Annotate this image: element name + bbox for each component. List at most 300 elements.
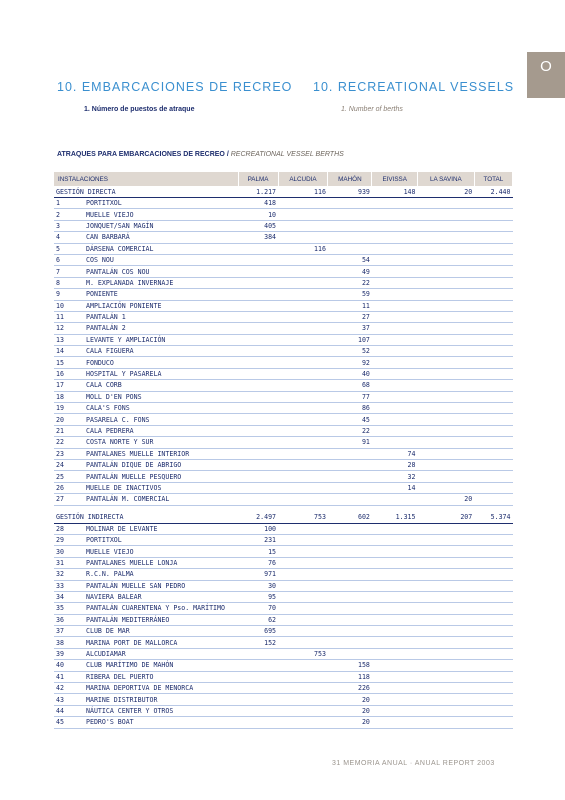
table-row — [54, 626, 513, 637]
row-value-cell: 20 — [328, 705, 372, 716]
row-value-cell — [417, 591, 474, 602]
row-value-cell: 20 — [328, 694, 372, 705]
row-index: 39 — [54, 648, 84, 659]
row-facility-name: PASARELA C. FONS — [84, 414, 238, 425]
row-value-cell — [278, 637, 328, 648]
table-row — [54, 557, 513, 568]
row-value-cell — [417, 648, 474, 659]
table-row — [54, 637, 513, 648]
row-index: 7 — [54, 266, 84, 277]
row-value-cell — [417, 266, 474, 277]
row-value-cell — [474, 557, 512, 568]
row-value-cell — [417, 694, 474, 705]
row-value-cell — [238, 471, 278, 482]
row-value-cell — [417, 391, 474, 402]
row-value-cell: 95 — [238, 591, 278, 602]
row-value-cell: 30 — [238, 580, 278, 591]
table-row — [54, 614, 513, 625]
row-value-cell — [474, 591, 512, 602]
table-row — [54, 254, 513, 265]
row-value-cell — [278, 380, 328, 391]
row-value-cell — [278, 403, 328, 414]
row-value-cell — [417, 323, 474, 334]
row-value-cell: 22 — [328, 277, 372, 288]
table-row — [54, 403, 513, 414]
row-value-cell — [278, 266, 328, 277]
group-total-cell: 2.440 — [474, 186, 512, 198]
row-index: 9 — [54, 289, 84, 300]
row-value-cell — [417, 626, 474, 637]
row-value-cell — [328, 232, 372, 243]
row-facility-name: MUELLE VIEJO — [84, 546, 238, 557]
row-index: 35 — [54, 603, 84, 614]
row-index: 42 — [54, 683, 84, 694]
row-index: 25 — [54, 471, 84, 482]
row-value-cell: 152 — [238, 637, 278, 648]
row-value-cell — [278, 580, 328, 591]
row-value-cell — [372, 254, 418, 265]
row-index: 6 — [54, 254, 84, 265]
row-value-cell — [372, 391, 418, 402]
row-facility-name: PANTALÁN MUELLE PESQUERO — [84, 471, 238, 482]
table-row — [54, 311, 513, 322]
row-facility-name: HOSPITAL Y PASARELA — [84, 368, 238, 379]
col-header-total: TOTAL — [474, 172, 512, 186]
row-index: 13 — [54, 334, 84, 345]
row-value-cell — [474, 277, 512, 288]
row-facility-name: PANTALÁN DIQUE DE ABRIGO — [84, 459, 238, 470]
row-value-cell — [474, 523, 512, 534]
row-index: 10 — [54, 300, 84, 311]
table-row — [54, 546, 513, 557]
table-row — [54, 648, 513, 659]
row-value-cell: 76 — [238, 557, 278, 568]
row-value-cell: 231 — [238, 534, 278, 545]
table-caption — [57, 151, 344, 158]
row-value-cell — [238, 380, 278, 391]
row-facility-name: CLUB DE MAR — [84, 626, 238, 637]
row-value-cell — [372, 266, 418, 277]
row-facility-name: MARINA PORT DE MALLORCA — [84, 637, 238, 648]
row-value-cell — [238, 266, 278, 277]
row-value-cell: 107 — [328, 334, 372, 345]
row-value-cell — [278, 482, 328, 493]
row-value-cell — [372, 494, 418, 505]
row-value-cell — [372, 414, 418, 425]
row-value-cell — [372, 569, 418, 580]
row-value-cell — [474, 694, 512, 705]
row-value-cell: 37 — [328, 323, 372, 334]
row-index: 23 — [54, 448, 84, 459]
row-value-cell — [372, 614, 418, 625]
row-value-cell — [328, 648, 372, 659]
row-value-cell — [328, 557, 372, 568]
row-index: 41 — [54, 671, 84, 682]
row-value-cell — [278, 557, 328, 568]
row-facility-name: MARINE DISTRIBUTOR — [84, 694, 238, 705]
table-row — [54, 209, 513, 220]
row-index: 4 — [54, 232, 84, 243]
group-total-cell: 116 — [278, 186, 328, 198]
row-value-cell — [278, 459, 328, 470]
row-value-cell — [417, 403, 474, 414]
row-value-cell — [372, 289, 418, 300]
row-value-cell — [474, 546, 512, 557]
row-value-cell — [474, 232, 512, 243]
row-facility-name: AMPLIACIÓN PONIENTE — [84, 300, 238, 311]
row-facility-name: NAVIERA BALEAR — [84, 591, 238, 602]
row-index: 17 — [54, 380, 84, 391]
table-row — [54, 459, 513, 470]
row-value-cell: 70 — [238, 603, 278, 614]
row-facility-name: CALA FIGUERA — [84, 346, 238, 357]
row-value-cell — [417, 357, 474, 368]
row-facility-name: COS NOU — [84, 254, 238, 265]
row-value-cell — [238, 683, 278, 694]
table-row — [54, 425, 513, 436]
row-value-cell — [238, 277, 278, 288]
row-value-cell — [238, 254, 278, 265]
row-facility-name: PANTALÁN 1 — [84, 311, 238, 322]
row-value-cell — [328, 569, 372, 580]
subtitle-es: 1. Número de puestos de atraque — [84, 106, 195, 113]
row-value-cell: 226 — [328, 683, 372, 694]
section-tab — [527, 52, 565, 98]
row-value-cell — [328, 209, 372, 220]
row-value-cell — [372, 357, 418, 368]
row-value-cell — [278, 671, 328, 682]
row-value-cell — [474, 459, 512, 470]
row-index: 28 — [54, 523, 84, 534]
row-value-cell — [328, 494, 372, 505]
row-value-cell — [372, 425, 418, 436]
row-value-cell — [417, 569, 474, 580]
row-value-cell — [417, 437, 474, 448]
row-value-cell — [238, 437, 278, 448]
row-value-cell — [238, 482, 278, 493]
row-value-cell: 91 — [328, 437, 372, 448]
row-value-cell — [372, 694, 418, 705]
row-value-cell — [278, 425, 328, 436]
table-row — [54, 482, 513, 493]
row-value-cell — [372, 380, 418, 391]
row-value-cell — [278, 591, 328, 602]
row-value-cell — [278, 198, 328, 209]
row-index: 24 — [54, 459, 84, 470]
row-value-cell — [474, 209, 512, 220]
row-value-cell — [278, 391, 328, 402]
row-facility-name: PANTALÁN 2 — [84, 323, 238, 334]
row-value-cell: 92 — [328, 357, 372, 368]
row-facility-name: LEVANTE Y AMPLIACIÓN — [84, 334, 238, 345]
row-index: 15 — [54, 357, 84, 368]
row-index: 8 — [54, 277, 84, 288]
row-value-cell — [328, 471, 372, 482]
table-header-row — [54, 172, 513, 186]
table-row — [54, 380, 513, 391]
row-value-cell: 405 — [238, 220, 278, 231]
row-value-cell — [238, 448, 278, 459]
row-value-cell: 20 — [328, 717, 372, 728]
row-value-cell — [372, 243, 418, 254]
row-value-cell — [328, 626, 372, 637]
row-value-cell — [417, 198, 474, 209]
row-value-cell — [417, 580, 474, 591]
row-value-cell — [474, 220, 512, 231]
table-row — [54, 660, 513, 671]
row-facility-name: PORTITXOL — [84, 198, 238, 209]
table-row — [54, 603, 513, 614]
row-value-cell — [417, 220, 474, 231]
row-value-cell: 62 — [238, 614, 278, 625]
row-value-cell: 384 — [238, 232, 278, 243]
row-value-cell — [474, 334, 512, 345]
row-index: 33 — [54, 580, 84, 591]
row-value-cell: 59 — [328, 289, 372, 300]
row-value-cell — [238, 694, 278, 705]
row-value-cell — [417, 277, 474, 288]
table-row — [54, 437, 513, 448]
group-total-cell: 5.374 — [474, 512, 512, 524]
row-value-cell — [328, 243, 372, 254]
row-value-cell — [278, 323, 328, 334]
row-facility-name: DÁRSENA COMERCIAL — [84, 243, 238, 254]
row-value-cell: 54 — [328, 254, 372, 265]
table-row — [54, 334, 513, 345]
row-value-cell — [474, 368, 512, 379]
row-value-cell — [372, 660, 418, 671]
row-value-cell — [328, 534, 372, 545]
row-value-cell — [417, 482, 474, 493]
caption-sep: / — [224, 151, 231, 158]
row-value-cell — [238, 459, 278, 470]
table-row — [54, 471, 513, 482]
row-value-cell: 118 — [328, 671, 372, 682]
table-row — [54, 569, 513, 580]
row-value-cell — [474, 380, 512, 391]
row-value-cell — [417, 459, 474, 470]
row-value-cell — [278, 300, 328, 311]
row-index: 31 — [54, 557, 84, 568]
row-facility-name: MUELLE VIEJO — [84, 209, 238, 220]
row-value-cell — [328, 459, 372, 470]
group-total-cell: 602 — [328, 512, 372, 524]
row-value-cell — [278, 368, 328, 379]
row-value-cell: 77 — [328, 391, 372, 402]
row-value-cell — [328, 637, 372, 648]
row-value-cell — [474, 289, 512, 300]
row-value-cell: 15 — [238, 546, 278, 557]
row-index: 34 — [54, 591, 84, 602]
row-value-cell — [278, 209, 328, 220]
col-header-alcudia: ALCUDIA — [278, 172, 328, 186]
row-facility-name: CALA PEDRERA — [84, 425, 238, 436]
row-index: 29 — [54, 534, 84, 545]
table-row — [54, 671, 513, 682]
row-value-cell — [417, 603, 474, 614]
row-value-cell — [328, 482, 372, 493]
row-index: 20 — [54, 414, 84, 425]
row-value-cell — [278, 626, 328, 637]
table-row — [54, 494, 513, 505]
row-value-cell: 49 — [328, 266, 372, 277]
row-value-cell — [474, 346, 512, 357]
row-value-cell — [278, 569, 328, 580]
row-value-cell — [278, 346, 328, 357]
row-value-cell — [474, 403, 512, 414]
table-row — [54, 591, 513, 602]
row-facility-name: PANTALÁN MEDITERRÁNEO — [84, 614, 238, 625]
row-value-cell — [372, 546, 418, 557]
group-total-cell: 148 — [372, 186, 418, 198]
row-value-cell: 74 — [372, 448, 418, 459]
row-value-cell — [238, 311, 278, 322]
row-value-cell — [372, 626, 418, 637]
row-value-cell — [417, 414, 474, 425]
row-value-cell — [417, 614, 474, 625]
row-value-cell — [278, 534, 328, 545]
row-facility-name: PANTALÁN M. COMERCIAL — [84, 494, 238, 505]
row-index: 3 — [54, 220, 84, 231]
row-value-cell — [278, 437, 328, 448]
row-facility-name: M. EXPLANADA INVERNAJE — [84, 277, 238, 288]
col-header-mahon: MAHÓN — [328, 172, 372, 186]
row-value-cell — [474, 648, 512, 659]
row-value-cell — [372, 437, 418, 448]
row-value-cell — [474, 614, 512, 625]
row-value-cell — [372, 346, 418, 357]
table-row — [54, 277, 513, 288]
row-value-cell: 158 — [328, 660, 372, 671]
row-value-cell — [278, 705, 328, 716]
section-tab-letter: O — [540, 58, 552, 75]
row-value-cell — [474, 323, 512, 334]
row-value-cell: 100 — [238, 523, 278, 534]
row-value-cell: 32 — [372, 471, 418, 482]
row-value-cell — [417, 705, 474, 716]
row-value-cell — [238, 391, 278, 402]
row-facility-name: PANTALÁN MUELLE SAN PEDRO — [84, 580, 238, 591]
row-value-cell: 695 — [238, 626, 278, 637]
row-value-cell — [417, 660, 474, 671]
table-row — [54, 534, 513, 545]
row-value-cell — [474, 671, 512, 682]
row-value-cell — [474, 494, 512, 505]
row-facility-name: PANTALÁN COS NOU — [84, 266, 238, 277]
caption-en: RECREATIONAL VESSEL BERTHS — [230, 151, 344, 158]
row-value-cell — [278, 683, 328, 694]
row-value-cell — [372, 683, 418, 694]
table-row — [54, 694, 513, 705]
row-value-cell — [278, 277, 328, 288]
row-value-cell — [474, 425, 512, 436]
row-index: 36 — [54, 614, 84, 625]
row-index: 44 — [54, 705, 84, 716]
row-facility-name: PANTALÁN CUARENTENA Y Pso. MARÍTIMO — [84, 603, 238, 614]
row-value-cell: 40 — [328, 368, 372, 379]
row-value-cell — [372, 603, 418, 614]
group-name: GESTIÓN DIRECTA — [54, 186, 238, 198]
row-value-cell: 10 — [238, 209, 278, 220]
row-value-cell — [474, 243, 512, 254]
group-name: GESTIÓN INDIRECTA — [54, 512, 238, 524]
row-value-cell — [278, 289, 328, 300]
row-index: 19 — [54, 403, 84, 414]
row-value-cell — [328, 523, 372, 534]
table-row — [54, 198, 513, 209]
row-value-cell — [238, 414, 278, 425]
row-value-cell — [238, 494, 278, 505]
table-row — [54, 289, 513, 300]
row-index: 30 — [54, 546, 84, 557]
section-title-en: 10. RECREATIONAL VESSELS — [313, 80, 515, 94]
row-value-cell — [372, 311, 418, 322]
group-total-cell: 2.497 — [238, 512, 278, 524]
row-facility-name: RIBERA DEL PUERTO — [84, 671, 238, 682]
row-value-cell — [474, 437, 512, 448]
row-value-cell — [372, 220, 418, 231]
row-value-cell — [417, 683, 474, 694]
row-value-cell — [238, 300, 278, 311]
table-row — [54, 300, 513, 311]
row-value-cell — [474, 266, 512, 277]
row-value-cell — [372, 671, 418, 682]
group-total-cell: 20 — [417, 186, 474, 198]
row-value-cell — [328, 198, 372, 209]
row-value-cell: 116 — [278, 243, 328, 254]
row-value-cell — [474, 717, 512, 728]
row-value-cell — [417, 209, 474, 220]
row-value-cell — [278, 546, 328, 557]
table-row — [54, 266, 513, 277]
row-facility-name: COSTA NORTE Y SUR — [84, 437, 238, 448]
table-row — [54, 448, 513, 459]
row-value-cell — [417, 717, 474, 728]
table-row — [54, 414, 513, 425]
row-value-cell — [417, 523, 474, 534]
row-index: 40 — [54, 660, 84, 671]
row-value-cell — [474, 391, 512, 402]
table-row — [54, 346, 513, 357]
row-value-cell — [372, 523, 418, 534]
row-value-cell — [328, 580, 372, 591]
row-facility-name: JONQUET/SAN MAGÍN — [84, 220, 238, 231]
row-value-cell — [372, 637, 418, 648]
group-total-cell: 939 — [328, 186, 372, 198]
row-value-cell — [474, 660, 512, 671]
row-value-cell — [417, 637, 474, 648]
row-facility-name: MUELLE DE INACTIVOS — [84, 482, 238, 493]
row-value-cell — [417, 557, 474, 568]
row-value-cell — [417, 471, 474, 482]
row-value-cell — [238, 425, 278, 436]
table-row — [54, 243, 513, 254]
row-value-cell — [238, 403, 278, 414]
row-value-cell — [278, 254, 328, 265]
row-value-cell: 68 — [328, 380, 372, 391]
row-value-cell — [474, 637, 512, 648]
row-value-cell — [238, 671, 278, 682]
row-facility-name: PANTALANES MUELLE INTERIOR — [84, 448, 238, 459]
row-value-cell — [417, 346, 474, 357]
row-facility-name: CAN BARBARÁ — [84, 232, 238, 243]
row-index: 1 — [54, 198, 84, 209]
row-value-cell — [278, 232, 328, 243]
row-index: 37 — [54, 626, 84, 637]
row-value-cell — [474, 482, 512, 493]
row-index: 11 — [54, 311, 84, 322]
row-value-cell — [372, 403, 418, 414]
